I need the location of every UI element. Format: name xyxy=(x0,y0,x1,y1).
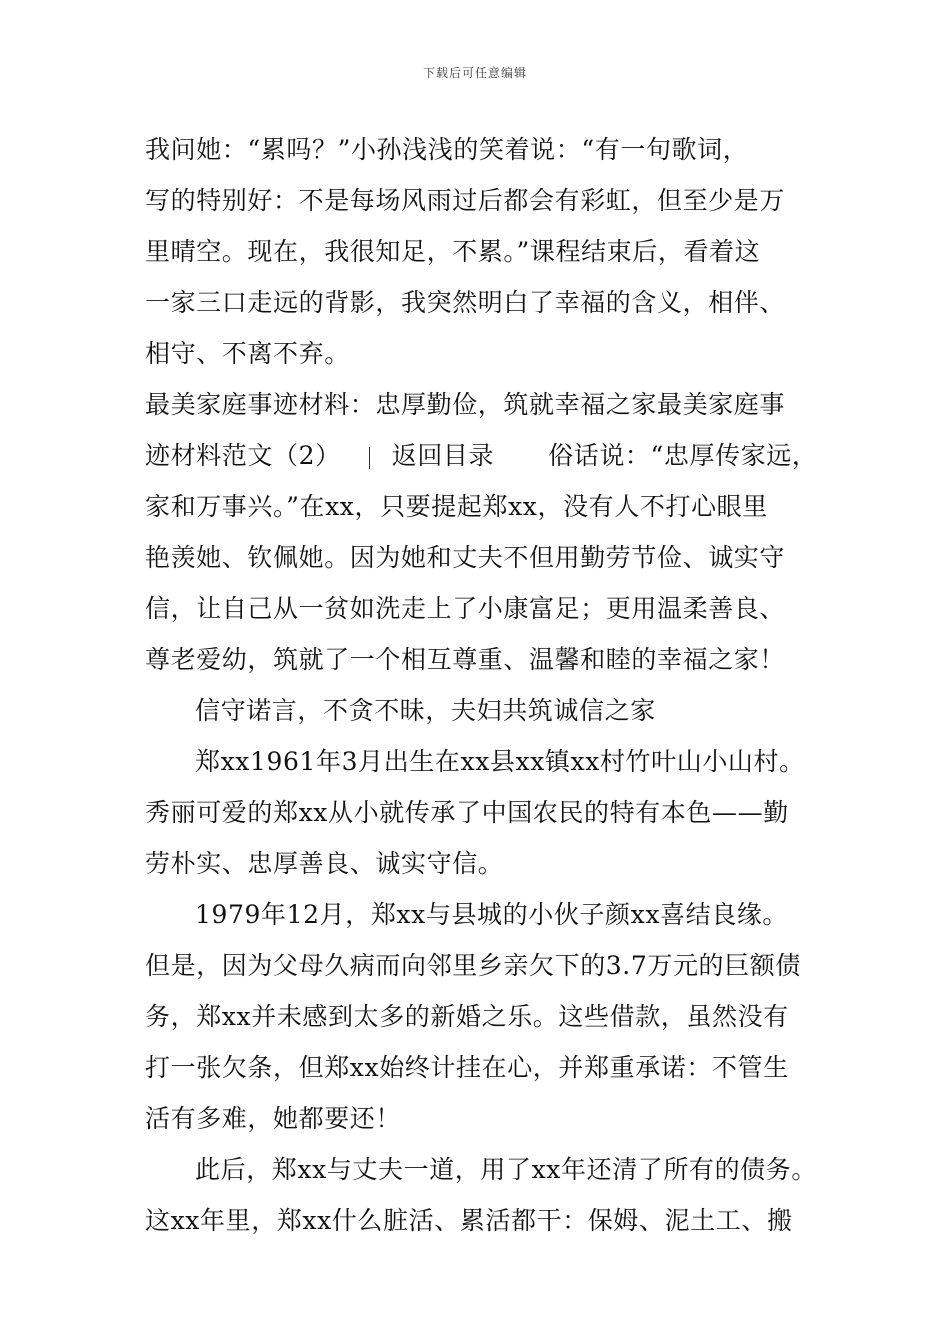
page-header-note: 下载后可任意编辑 xyxy=(422,66,527,80)
text-line: 1979年12月，郑xx与县城的小伙子颜xx喜结良缘。 xyxy=(195,900,789,929)
text-line: 写的特别好：不是每场风雨过后都会有彩虹，但至少是万 xyxy=(145,186,786,215)
back-to-toc-link[interactable]: 返回目录 xyxy=(391,441,495,470)
text-line: 家和万事兴。”在xx，只要提起郑xx，没有人不打心眼里 xyxy=(145,492,768,521)
text-line: 信，让自己从一贫如洗走上了小康富足；更用温柔善良、 xyxy=(145,594,786,623)
text-line: 里晴空。现在，我很知足，不累。”课程结束后，看着这 xyxy=(145,237,761,266)
document-body xyxy=(145,124,825,1246)
section-heading-line: 最美家庭事迹材料：忠厚勤俭，筑就幸福之家最美家庭事 xyxy=(145,390,786,419)
text-line: 但是，因为父母久病而向邻里乡亲欠下的3.7万元的巨额债 xyxy=(145,951,801,980)
text-line: 艳羡她、钦佩她。因为她和丈夫不但用勤劳节俭、诚实守 xyxy=(145,543,786,572)
text-segment: 俗话说：“忠厚传家远， xyxy=(548,441,818,470)
text-line: 郑xx1961年3月出生在xx县xx镇xx村竹叶山小山村。 xyxy=(195,747,805,776)
text-line: 活有多难，她都要还！ xyxy=(145,1104,402,1133)
separator-bar xyxy=(369,447,370,469)
text-line: 打一张欠条，但郑xx始终计挂在心，并郑重承诺：不管生 xyxy=(145,1053,789,1082)
text-line: 秀丽可爱的郑xx从小就传承了中国农民的特有本色——勤 xyxy=(145,798,789,827)
text-line: 相守、不离不弃。 xyxy=(145,339,350,368)
section-heading-tail: 迹材料范文（2） xyxy=(145,441,341,470)
text-line: 尊老爱幼，筑就了一个相互尊重、温馨和睦的幸福之家！ xyxy=(145,645,786,674)
subheading-line: 信守诺言，不贪不昧，夫妇共筑诚信之家 xyxy=(195,696,656,725)
text-line: 一家三口走远的背影，我突然明白了幸福的含义，相伴、 xyxy=(145,288,786,317)
text-line: 此后，郑xx与丈夫一道，用了xx年还清了所有的债务。 xyxy=(195,1155,817,1184)
text-line: 我问她：“累吗？”小孙浅浅的笑着说：“有一句歌词， xyxy=(145,135,749,164)
text-line: 务，郑xx并未感到太多的新婚之乐。这些借款，虽然没有 xyxy=(145,1002,789,1031)
text-line: 劳朴实、忠厚善良、诚实守信。 xyxy=(145,849,504,878)
text-line: 这xx年里，郑xx什么脏活、累活都干：保姆、泥土工、搬 xyxy=(145,1206,793,1235)
toc-line xyxy=(145,430,825,481)
